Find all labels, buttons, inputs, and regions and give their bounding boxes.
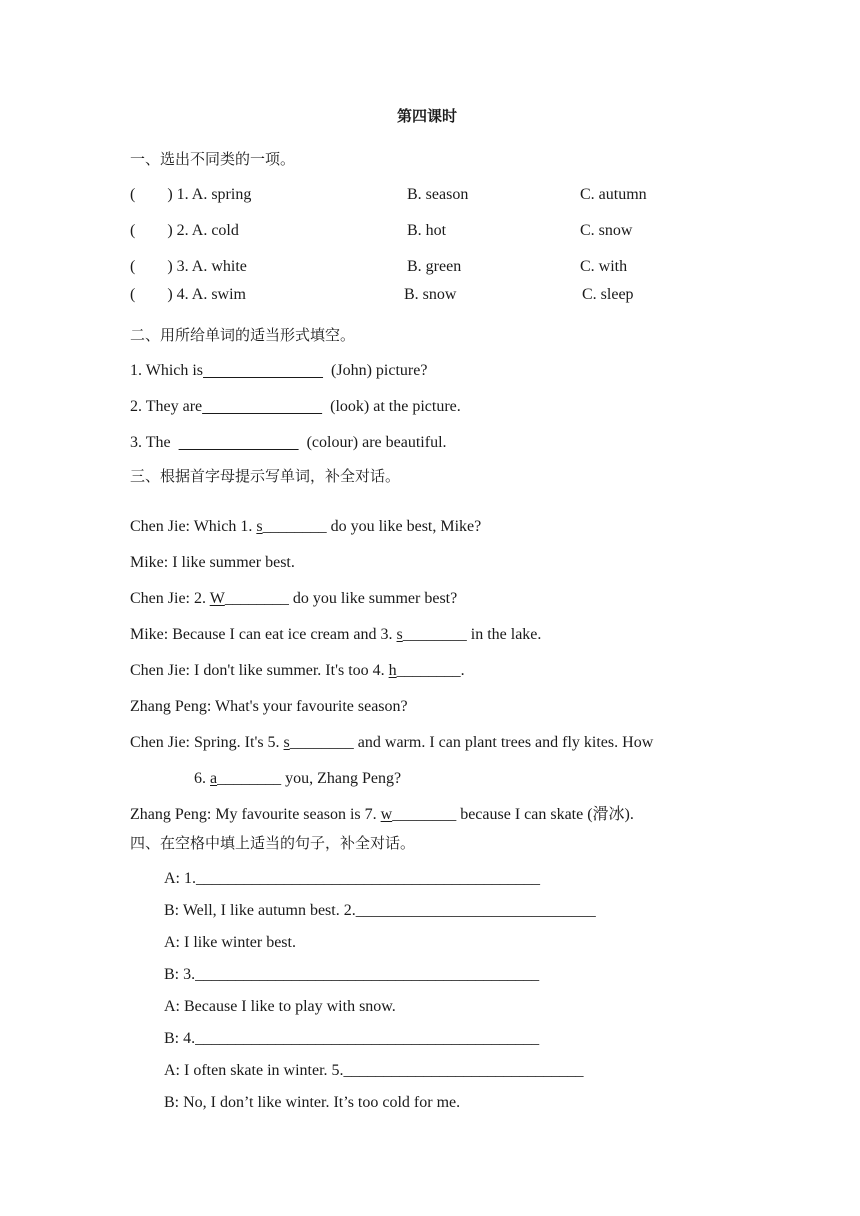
dialogue-line: [130, 589, 457, 609]
page-title: 第四课时: [397, 107, 458, 125]
s1-row-4-question: ( ) 4. A. swim: [130, 286, 246, 303]
s1-row-2-question: ( ) 2. A. cold: [130, 222, 239, 239]
s4-line[interactable]: A: 1.___________________________________________: [164, 870, 540, 887]
dialogue-text: Mike: Because I can eat ice cream and 3.: [130, 626, 397, 643]
s1-row-1-question: ( ) 1. A. spring: [130, 186, 252, 203]
s2-item-1-hint: (John) picture?: [323, 362, 428, 379]
s2-item-2: [130, 397, 461, 417]
dialogue-line: [130, 661, 465, 681]
dialogue-line: [130, 733, 653, 753]
hint-letter: w: [380, 806, 393, 823]
s1-row-2-option-b: B. hot: [407, 222, 447, 239]
s1-row-3-option-c: C. with: [580, 258, 628, 275]
s4-line[interactable]: B: Well, I like autumn best. 2.______________________________: [164, 902, 596, 919]
section-2-heading: 二、用所给单词的适当形式填空。: [130, 326, 356, 344]
s4-line[interactable]: B: 4.___________________________________________: [164, 1030, 540, 1047]
dialogue-text: Zhang Peng: My favourite season is 7.: [130, 806, 381, 823]
dialogue-blank[interactable]: ________ and warm. I can plant trees and fly kites. How: [289, 734, 654, 751]
dialogue-blank[interactable]: ________ you, Zhang Peng?: [217, 770, 402, 787]
hint-letter: h: [388, 662, 397, 679]
dialogue-line: [130, 697, 408, 717]
dialogue-line: [130, 805, 634, 825]
s1-row-4-option-b: B. snow: [404, 286, 457, 303]
dialogue-line: [130, 553, 295, 573]
answer-blank[interactable]: [203, 362, 323, 379]
dialogue-text: Mike: I like summer best.: [130, 554, 295, 571]
dialogue-text: Chen Jie: Spring. It's 5.: [130, 734, 284, 751]
dialogue-blank[interactable]: ________.: [396, 662, 465, 679]
s1-row-3-question: ( ) 3. A. white: [130, 258, 247, 275]
dialogue-text: Chen Jie: I don't like summer. It's too 4.: [130, 662, 389, 679]
dialogue-text: Zhang Peng: What's your favourite season?: [130, 698, 408, 715]
s2-item-1: [130, 361, 427, 381]
section-4-heading: 四、在空格中填上适当的句子，补全对话。: [130, 834, 416, 852]
dialogue-blank[interactable]: ________ in the lake.: [402, 626, 542, 643]
hint-letter: s: [256, 518, 263, 535]
s1-row-4-option-c: C. sleep: [582, 286, 634, 303]
s1-row-1-option-b: B. season: [407, 186, 469, 203]
s4-line: B: No, I don’t like winter. It’s too cold for me.: [164, 1094, 461, 1111]
s2-item-3-hint: (colour) are beautiful.: [298, 434, 447, 451]
s2-item-2-text: 2. They are: [130, 398, 203, 415]
answer-blank[interactable]: [202, 398, 322, 415]
section-3-heading: 三、根据首字母提示写单词，补全对话。: [130, 467, 401, 485]
s1-row-1-option-c: C. autumn: [580, 186, 647, 203]
s1-row-3-option-b: B. green: [407, 258, 462, 275]
hint-letter: s: [396, 626, 403, 643]
dialogue-line: [130, 517, 481, 537]
dialogue-blank[interactable]: ________ because I can skate (滑冰).: [392, 806, 634, 823]
dialogue-line: [130, 625, 541, 645]
s2-item-1-text: 1. Which is: [130, 362, 204, 379]
answer-blank[interactable]: [179, 434, 299, 451]
dialogue-blank[interactable]: ________ do you like summer best?: [224, 590, 458, 607]
dialogue-text: 6.: [194, 770, 210, 787]
s2-item-2-hint: (look) at the picture.: [322, 398, 461, 415]
dialogue-blank[interactable]: ________ do you like best, Mike?: [262, 518, 482, 535]
s2-item-3-text: 3. The: [130, 434, 179, 451]
dialogue-text: Chen Jie: 2.: [130, 590, 210, 607]
section-1-heading: 一、选出不同类的一项。: [130, 150, 296, 168]
hint-letter: s: [283, 734, 290, 751]
s4-line: A: I like winter best.: [164, 934, 296, 951]
s4-line[interactable]: B: 3.___________________________________________: [164, 966, 540, 983]
hint-letter: W: [209, 590, 225, 607]
s1-row-2-option-c: C. snow: [580, 222, 633, 239]
s2-item-3: [130, 433, 447, 453]
hint-letter: a: [210, 770, 218, 787]
s4-line: A: Because I like to play with snow.: [164, 998, 396, 1015]
dialogue-line: [194, 769, 401, 789]
s4-line[interactable]: A: I often skate in winter. 5.______________________________: [164, 1062, 584, 1079]
dialogue-text: Chen Jie: Which 1.: [130, 518, 257, 535]
